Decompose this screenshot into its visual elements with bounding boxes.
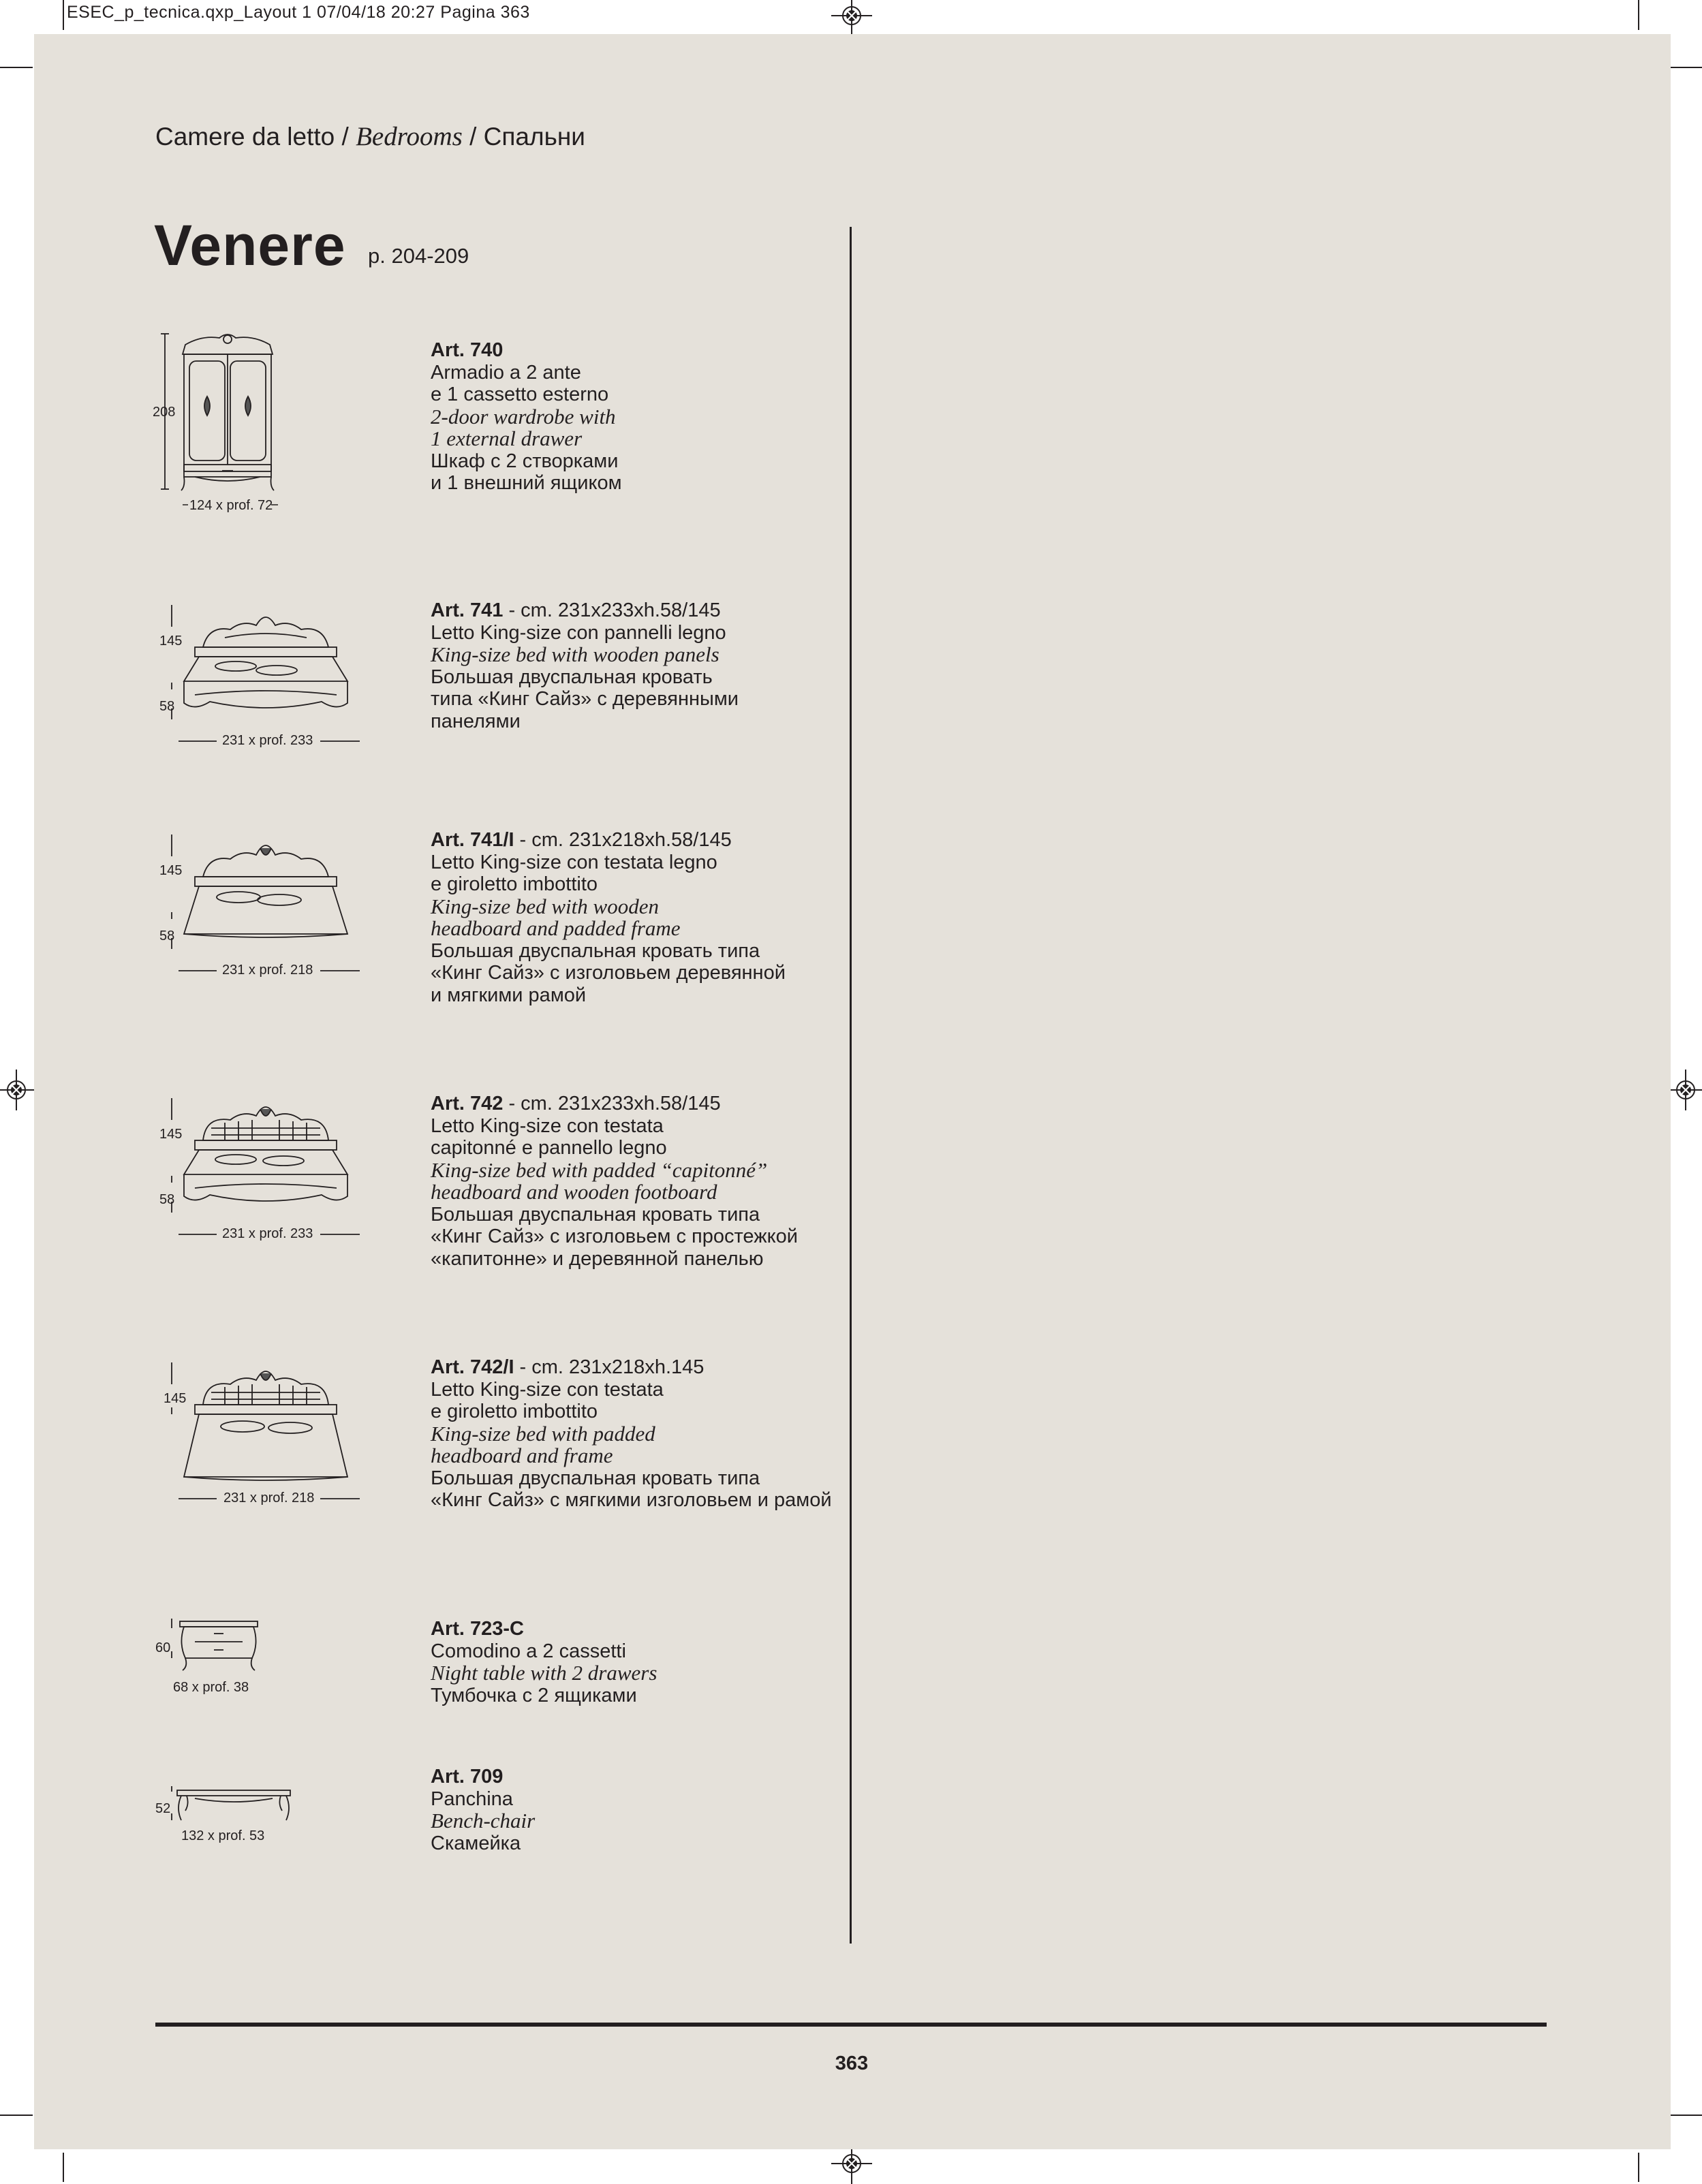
bed-drawing xyxy=(154,829,372,989)
footer-rule xyxy=(155,2023,1547,2027)
product-item xyxy=(431,599,839,732)
russian-desc: «Кинг Сайз» с мягкими изголовьем и рамой xyxy=(431,1489,832,1511)
english-desc: King-size bed with wooden xyxy=(431,894,659,918)
crop-mark xyxy=(63,2153,64,2182)
russian-desc: и мягкими рамой xyxy=(431,984,587,1006)
article-code: Art. 742 xyxy=(431,1093,504,1114)
column-divider xyxy=(850,227,852,1944)
headboard-height: 145 xyxy=(164,1391,187,1406)
product-item xyxy=(431,1766,839,1854)
section-italian: Camere da letto xyxy=(155,123,335,151)
headboard-height: 145 xyxy=(159,863,183,878)
bed-drawing xyxy=(154,1093,372,1253)
russian-desc: Скамейка xyxy=(431,1832,521,1854)
headboard-height: 145 xyxy=(159,634,183,649)
width-dimension: 231 x prof. 218 xyxy=(222,963,313,978)
product-item xyxy=(431,1618,839,1706)
registration-mark-icon xyxy=(1665,1070,1702,1110)
registration-mark-icon xyxy=(0,1070,37,1110)
italian-desc: Armadio a 2 ante xyxy=(431,361,581,384)
bed-drawing xyxy=(154,1357,372,1517)
english-desc: King-size bed with padded xyxy=(431,1421,655,1446)
bed-drawing xyxy=(154,599,372,760)
width-dimension: 231 x prof. 233 xyxy=(222,1226,313,1241)
product-item xyxy=(431,1356,839,1512)
russian-desc: и 1 внешний ящиком xyxy=(431,472,622,494)
english-desc: King-size bed with padded “capitonné” xyxy=(431,1157,768,1182)
nightstand-drawing xyxy=(154,1616,263,1694)
dimensions: - cm. 231x233xh.58/145 xyxy=(503,599,721,621)
russian-desc: панелями xyxy=(431,710,521,732)
italian-desc: e giroletto imbottito xyxy=(431,873,598,895)
width-dimension: 124 x prof. 72 xyxy=(189,498,273,513)
russian-desc: Большая двуспальная кровать xyxy=(431,666,713,688)
section-header xyxy=(155,121,585,152)
russian-desc: «капитонне» и деревянной панелью xyxy=(431,1247,764,1270)
collection-title: Venere xyxy=(154,213,346,277)
width-dimension: 231 x prof. 218 xyxy=(223,1491,315,1506)
frame-height: 58 xyxy=(159,1192,175,1207)
width-dimension: 132 x prof. 53 xyxy=(181,1828,265,1843)
english-desc: 1 external drawer xyxy=(431,426,583,450)
italian-desc: capitonné e pannello legno xyxy=(431,1137,667,1159)
english-desc: 2-door wardrobe with xyxy=(431,404,616,428)
registration-mark-icon xyxy=(831,0,872,36)
english-desc: Night table with 2 drawers xyxy=(431,1661,657,1685)
russian-desc: «Кинг Сайз» с изголовьем деревянной xyxy=(431,962,786,984)
crop-mark xyxy=(1669,2115,1702,2116)
crop-mark xyxy=(63,0,64,30)
product-item xyxy=(431,339,839,495)
english-desc: Bench-chair xyxy=(431,1809,536,1832)
italian-desc: e 1 cassetto esterno xyxy=(431,384,609,405)
width-dimension: 231 x prof. 233 xyxy=(222,733,313,748)
page-number: 363 xyxy=(835,2053,869,2074)
registration-mark-icon xyxy=(831,2143,872,2184)
crop-mark xyxy=(0,67,33,68)
english-desc: headboard and wooden footboard xyxy=(431,1180,717,1204)
headboard-height: 145 xyxy=(159,1127,183,1142)
separator: / xyxy=(462,123,484,151)
bench-drawing xyxy=(154,1783,290,1848)
article-code: Art. 723-C xyxy=(431,1618,524,1640)
separator: / xyxy=(335,123,356,151)
wardrobe-icon xyxy=(154,331,304,518)
article-code: Art. 740 xyxy=(431,339,504,361)
width-dimension: 68 x prof. 38 xyxy=(173,1680,249,1695)
italian-desc: Comodino a 2 cassetti xyxy=(431,1640,626,1662)
product-item xyxy=(431,1093,839,1270)
italian-desc: Letto King-size con testata xyxy=(431,1114,664,1137)
russian-desc: типа «Кинг Сайз» с деревянными xyxy=(431,688,739,710)
section-russian: Спальни xyxy=(483,123,585,151)
russian-desc: «Кинг Сайз» с изголовьем с простежкой xyxy=(431,1226,798,1247)
frame-height: 58 xyxy=(159,929,175,943)
crop-mark xyxy=(1638,0,1639,30)
italian-desc: Letto King-size con testata legno xyxy=(431,851,717,873)
crop-mark xyxy=(1638,2153,1639,2182)
dimensions: - cm. 231x233xh.58/145 xyxy=(503,1093,721,1114)
section-english: Bedrooms xyxy=(356,122,463,151)
dimensions: - cm. 231x218xh.58/145 xyxy=(514,829,732,851)
italian-desc: e giroletto imbottito xyxy=(431,1401,598,1422)
height-dimension: 60 xyxy=(155,1640,171,1655)
article-code: Art. 741/I xyxy=(431,829,514,851)
english-desc: headboard and padded frame xyxy=(431,916,681,940)
height-dimension: 52 xyxy=(155,1801,171,1816)
page-reference: p. 204-209 xyxy=(368,244,469,268)
crop-mark xyxy=(1669,67,1702,68)
wardrobe-drawing xyxy=(154,331,304,522)
russian-desc: Тумбочка с 2 ящиками xyxy=(431,1684,637,1706)
printer-slug: ESEC_p_tecnica.qxp_Layout 1 07/04/18 20:27 Pagina 363 xyxy=(67,3,530,22)
article-code: Art. 741 xyxy=(431,599,504,621)
italian-desc: Panchina xyxy=(431,1788,513,1810)
crop-mark xyxy=(0,2115,33,2116)
russian-desc: Большая двуспальная кровать типа xyxy=(431,1467,760,1489)
article-code: Art. 742/I xyxy=(431,1356,514,1378)
russian-desc: Шкаф с 2 створками xyxy=(431,450,619,472)
russian-desc: Большая двуспальная кровать типа xyxy=(431,939,760,962)
article-code: Art. 709 xyxy=(431,1766,504,1788)
english-desc: headboard and frame xyxy=(431,1444,613,1467)
height-dimension: 208 xyxy=(153,405,176,420)
italian-desc: Letto King-size con pannelli legno xyxy=(431,621,726,644)
product-item xyxy=(431,829,839,1006)
russian-desc: Большая двуспальная кровать типа xyxy=(431,1203,760,1226)
italian-desc: Letto King-size con testata xyxy=(431,1378,664,1401)
english-desc: King-size bed with wooden panels xyxy=(431,642,720,666)
dimensions: - cm. 231x218xh.145 xyxy=(514,1356,705,1378)
frame-height: 58 xyxy=(159,699,175,714)
